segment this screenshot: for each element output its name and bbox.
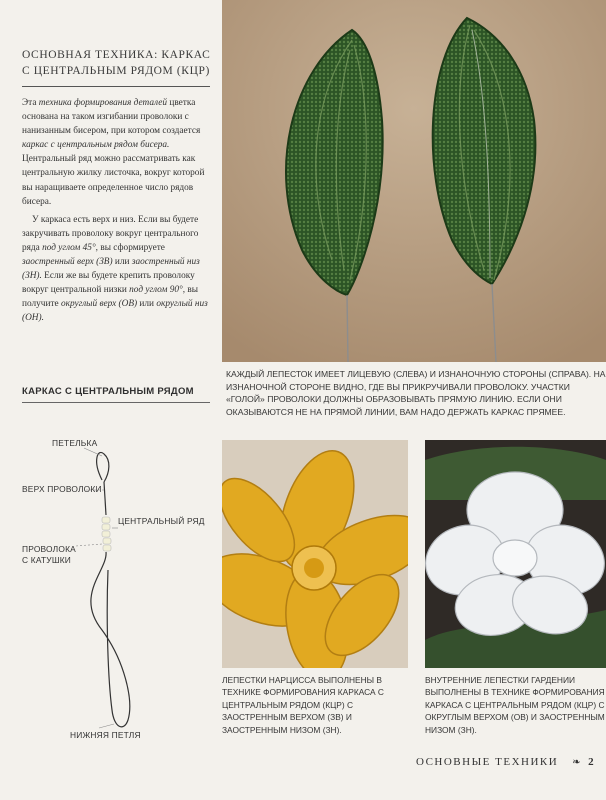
gardenia-image bbox=[425, 440, 606, 668]
photo-narcissus bbox=[222, 440, 408, 668]
page-title: ОСНОВНАЯ ТЕХНИКА: КАРКАС С ЦЕНТРАЛЬНЫМ РЯДОМ (КЦР) bbox=[22, 49, 211, 77]
label-center-row: ЦЕНТРАЛЬНЫЙ РЯД bbox=[118, 516, 205, 526]
wire-diagram bbox=[14, 420, 214, 760]
label-wire-top: ВЕРХ ПРОВОЛОКИ bbox=[22, 484, 102, 494]
narcissus-image bbox=[222, 440, 408, 668]
label-loop: ПЕТЕЛЬКА bbox=[52, 438, 98, 448]
diagram-heading: КАРКАС С ЦЕНТРАЛЬНЫМ РЯДОМ bbox=[22, 386, 194, 397]
page-number: 2 bbox=[588, 756, 594, 768]
title-divider bbox=[22, 86, 210, 87]
paragraph-1: Эта техника формирования деталей цветка основана на таком изгибании проволоки с нанизанным бисером, при котором создается каркас с центральным рядом бисера. Центральный ряд можно рассматривать как центральную жилку листочка, вокруг которой вы наращиваете определенное число рядов бисера. bbox=[22, 98, 205, 207]
section-divider bbox=[22, 402, 210, 403]
page-footer bbox=[416, 756, 596, 768]
label-bottom-loop: НИЖНЯЯ ПЕТЛЯ bbox=[70, 730, 141, 740]
body-text bbox=[22, 96, 208, 330]
beaded-leaves-image bbox=[222, 0, 606, 362]
photo-beaded-leaves bbox=[222, 0, 606, 362]
caption-narcissus: ЛЕПЕСТКИ НАРЦИССА ВЫПОЛНЕНЫ В ТЕХНИКЕ ФОРМИРОВАНИЯ КАРКАСА С ЦЕНТРАЛЬНЫМ РЯДОМ (КЦР) С ЗАОСТРЕННЫМ ВЕРХОМ (ЗВ) И ЗАОСТРЕННЫМ НИЗОМ (ЗН). bbox=[222, 675, 384, 735]
paragraph-2: У каркаса есть верх и низ. Если вы будете закручивать проволоку вокруг центрального ряда под углом 45°, вы сформируете заостренный верх (ЗВ) или заостренный низ (ЗН). Если же вы будете крепить проволоку вокруг центральной низки под углом 90°, вы получите округлый верх (ОВ) или округлый низ (ОН). bbox=[22, 214, 208, 324]
photo-gardenia bbox=[425, 440, 606, 668]
caption-leaves: КАЖДЫЙ ЛЕПЕСТОК ИМЕЕТ ЛИЦЕВУЮ (СЛЕВА) И ИЗНАНОЧНУЮ СТОРОНЫ (СПРАВА). НА ИЗНАНОЧНОЙ СТОРОНЕ ВИДНО, ГДЕ ВЫ ПРИКРУЧИВАЛИ ПРОВОЛОКУ. УЧАСТКИ «ГОЛОЙ» ПРОВОЛОКИ ДОЛЖНЫ ОБРАЗОВЫВАТЬ ПРЯМУЮ ЛИНИЮ. ЕСЛИ ОНИ ОКАЗЫВАЮТСЯ НЕ НА ПРЯМОЙ ЛИНИИ, ВАМ НАДО ДЕРЖАТЬ КАРКАС ПРЯМЕЕ. bbox=[226, 369, 606, 417]
leaf-ornament-icon: ❧ bbox=[572, 757, 583, 768]
footer-section: ОСНОВНЫЕ ТЕХНИКИ bbox=[416, 756, 559, 768]
caption-gardenia: ВНУТРЕННИЕ ЛЕПЕСТКИ ГАРДЕНИИ ВЫПОЛНЕНЫ В ТЕХНИКЕ ФОРМИРОВАНИЯ КАРКАСА С ЦЕНТРАЛЬНЫМ РЯДОМ (КЦР) С ОКРУГЛЫМ ВЕРХОМ (ОВ) И ЗАОСТРЕННЫМ НИЗОМ (ЗН). bbox=[425, 675, 605, 735]
wire-diagram-svg bbox=[14, 420, 214, 760]
label-spool-wire: ПРОВОЛОКА С КАТУШКИ bbox=[22, 544, 76, 565]
